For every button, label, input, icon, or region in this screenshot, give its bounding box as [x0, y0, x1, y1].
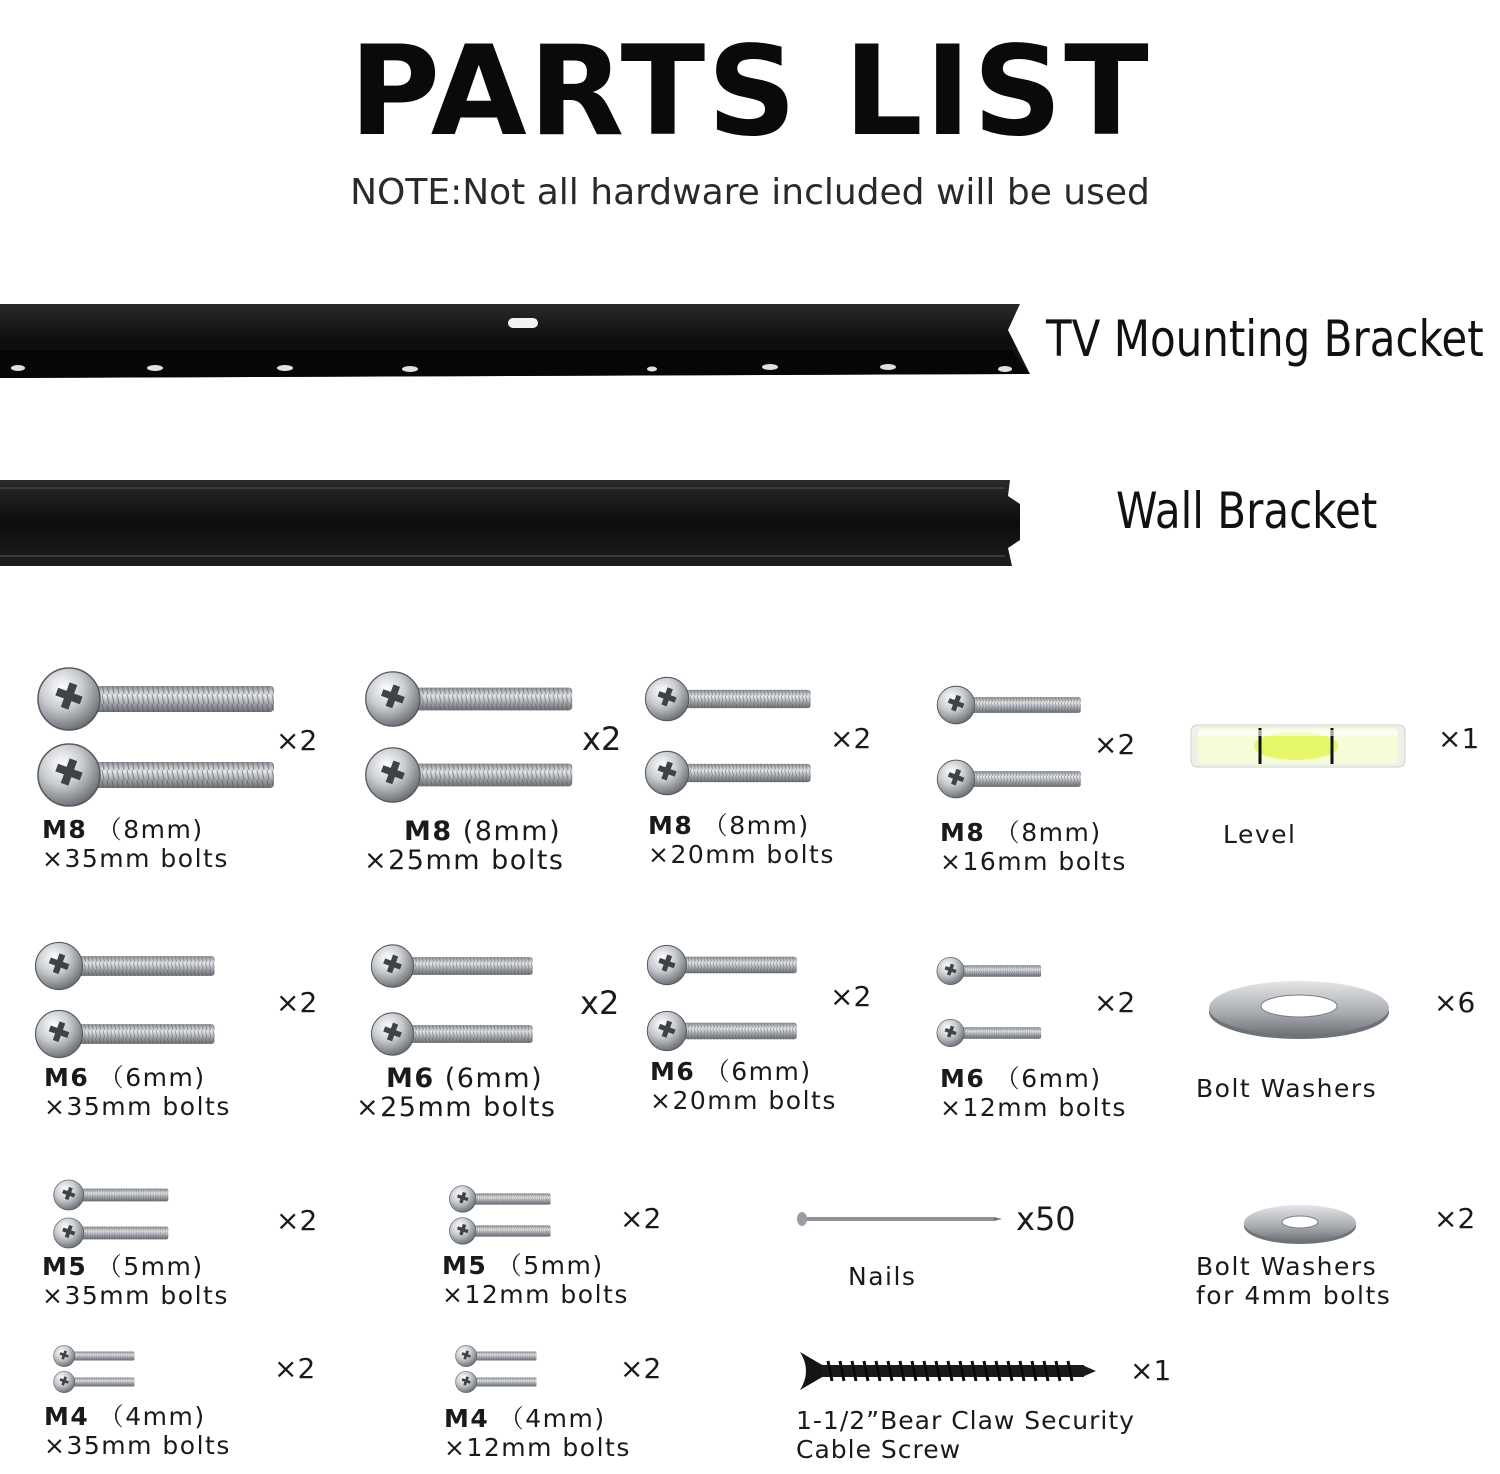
m5-35mm-qty: ×2 — [276, 1204, 318, 1237]
bolt-size: M8 — [404, 816, 453, 847]
m4-12mm-bolts-image — [446, 1344, 546, 1396]
bolt-diameter: （5mm) — [96, 1252, 204, 1281]
level-caption: Level — [1223, 820, 1297, 849]
bolt-length: ×12mm bolts — [442, 1280, 629, 1309]
bolt-diameter: （8mm) — [702, 811, 810, 840]
m8-25mm-caption — [364, 817, 564, 875]
bolt-size: M8 — [940, 818, 986, 847]
tv-mounting-bracket-label: TV Mounting Bracket — [1046, 310, 1484, 368]
screw-name: 1-1/2”Bear Claw Security — [796, 1406, 1135, 1435]
level-qty: ×1 — [1438, 722, 1480, 755]
m8-25mm-qty: x2 — [582, 720, 622, 758]
m5-12mm-bolts-image — [444, 1184, 556, 1248]
bolt-diameter: （4mm) — [498, 1404, 606, 1433]
m6-35mm-bolts-image — [34, 934, 216, 1070]
washer-name: Bolt Washers — [1196, 1252, 1378, 1281]
m6-12mm-caption — [940, 1064, 1127, 1122]
nails-qty: x50 — [1016, 1200, 1076, 1238]
wall-bracket-label: Wall Bracket — [1116, 482, 1378, 540]
bolt-length: ×20mm bolts — [650, 1086, 837, 1115]
bolt-size: M4 — [444, 1404, 490, 1433]
small-washers-qty: ×2 — [1434, 1202, 1476, 1235]
bolt-diameter: （6mm) — [994, 1064, 1102, 1093]
bolt-size: M6 — [650, 1057, 696, 1086]
bear-claw-screw-image — [798, 1350, 1098, 1392]
m6-20mm-qty: ×2 — [830, 980, 872, 1013]
m4-35mm-bolts-image — [38, 1344, 150, 1396]
m5-12mm-caption — [442, 1251, 629, 1309]
m5-12mm-qty: ×2 — [620, 1202, 662, 1235]
bolt-size: M6 — [940, 1064, 986, 1093]
tv-mounting-bracket-image — [0, 300, 1040, 382]
bolt-length: ×20mm bolts — [648, 840, 835, 869]
m4-12mm-qty: ×2 — [620, 1352, 662, 1385]
bolt-length: ×25mm bolts — [364, 845, 565, 876]
m6-20mm-caption — [650, 1057, 837, 1115]
bolt-diameter: （8mm) — [994, 818, 1102, 847]
screw-detail: Cable Screw — [796, 1435, 962, 1464]
m4-35mm-caption — [44, 1402, 231, 1460]
page-title: PARTS LIST — [349, 20, 1151, 164]
m8-20mm-qty: ×2 — [830, 722, 872, 755]
bolt-size: M6 — [386, 1063, 435, 1094]
m8-20mm-bolts-image — [644, 664, 812, 814]
nail-image — [794, 1210, 1004, 1228]
bolt-diameter: （8mm) — [96, 815, 204, 844]
bolt-length: ×12mm bolts — [444, 1433, 631, 1462]
m8-35mm-bolts-image — [34, 664, 278, 816]
bolt-length: ×16mm bolts — [940, 847, 1127, 876]
small-washers-caption — [1196, 1252, 1391, 1310]
bolt-diameter: (6mm) — [444, 1063, 544, 1094]
m8-25mm-bolts-image — [364, 664, 574, 816]
m5-35mm-bolts-image — [38, 1178, 184, 1252]
bolt-washers-qty: ×6 — [1434, 986, 1476, 1019]
bolt-diameter: (8mm) — [462, 816, 562, 847]
m8-20mm-caption — [648, 811, 835, 869]
m6-12mm-bolts-image — [936, 942, 1042, 1064]
bolt-length: ×12mm bolts — [940, 1093, 1127, 1122]
bolt-size: M6 — [44, 1063, 90, 1092]
level-image — [1190, 722, 1408, 770]
wall-bracket-image — [0, 476, 1040, 570]
bolt-diameter: （4mm) — [98, 1402, 206, 1431]
washer-detail: for 4mm bolts — [1196, 1281, 1392, 1310]
bear-claw-screw-qty: ×1 — [1130, 1354, 1172, 1387]
bolt-diameter: （6mm) — [98, 1063, 206, 1092]
m6-35mm-qty: ×2 — [276, 986, 318, 1019]
m8-16mm-caption — [940, 818, 1127, 876]
bolt-length: ×35mm bolts — [42, 844, 229, 873]
bolt-size: M4 — [44, 1402, 90, 1431]
m4-12mm-caption — [444, 1404, 631, 1462]
m8-16mm-qty: ×2 — [1094, 728, 1136, 761]
bolt-length: ×35mm bolts — [42, 1281, 229, 1310]
bolt-washer-image — [1206, 978, 1392, 1040]
bolt-size: M8 — [648, 811, 694, 840]
bolt-length: ×35mm bolts — [44, 1431, 231, 1460]
hardware-note: NOTE:Not all hardware included will be used — [350, 172, 1150, 213]
m6-25mm-bolts-image — [370, 934, 534, 1070]
bolt-size: M5 — [442, 1251, 488, 1280]
m8-35mm-qty: ×2 — [276, 724, 318, 757]
bolt-length: ×25mm bolts — [356, 1092, 557, 1123]
bolt-diameter: （5mm) — [496, 1251, 604, 1280]
m6-12mm-qty: ×2 — [1094, 986, 1136, 1019]
m6-25mm-qty: x2 — [580, 984, 620, 1022]
bolt-diameter: （6mm) — [704, 1057, 812, 1086]
bolt-washers-caption: Bolt Washers — [1196, 1074, 1378, 1103]
m6-35mm-caption — [44, 1063, 231, 1121]
bolt-size: M5 — [42, 1252, 88, 1281]
bolt-length: ×35mm bolts — [44, 1092, 231, 1121]
small-washer-image — [1242, 1202, 1358, 1246]
m5-35mm-caption — [42, 1252, 229, 1310]
bear-claw-screw-caption — [796, 1406, 1135, 1464]
m6-20mm-bolts-image — [646, 934, 798, 1070]
m8-35mm-caption — [42, 815, 229, 873]
bolt-size: M8 — [42, 815, 88, 844]
m4-35mm-qty: ×2 — [274, 1352, 316, 1385]
m6-25mm-caption — [356, 1064, 556, 1122]
nails-caption: Nails — [848, 1262, 917, 1291]
m8-16mm-bolts-image — [936, 670, 1082, 814]
